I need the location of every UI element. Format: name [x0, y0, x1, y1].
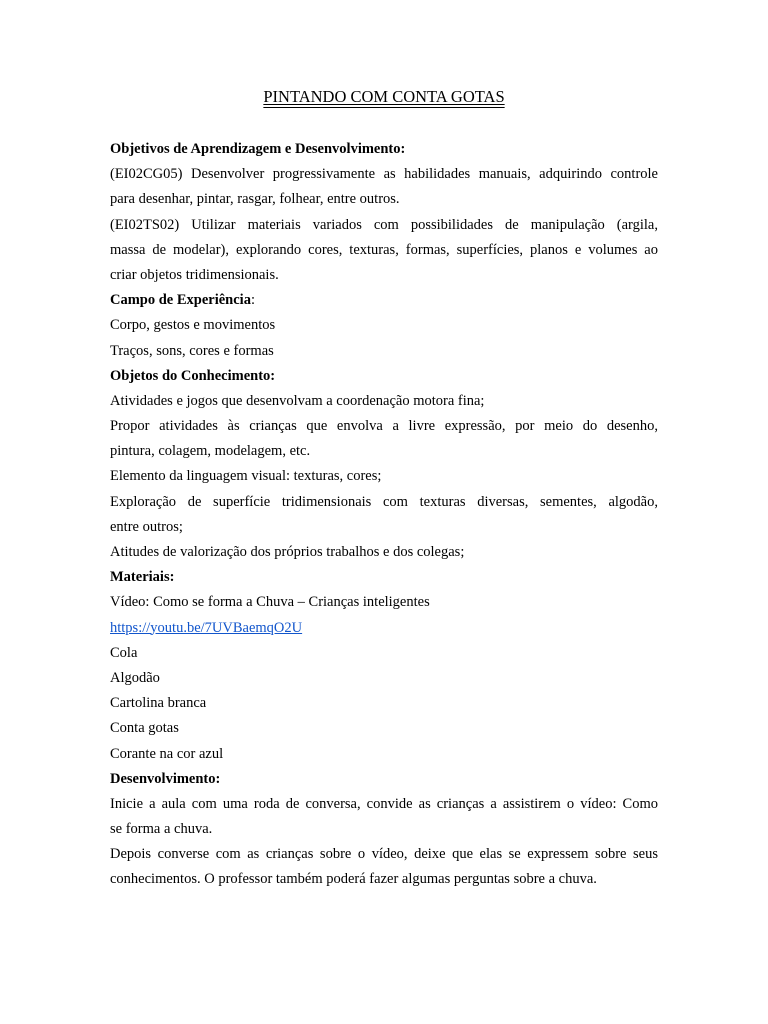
objetos-line: Propor atividades às crianças que envolva a livre expressão, por meio do desenho, — [110, 418, 658, 435]
objetivos-heading: Objetivos de Aprendizagem e Desenvolvimento: — [110, 141, 406, 157]
objetivos-line: criar objetos tridimensionais. — [110, 266, 279, 283]
objetivos-line: massa de modelar), explorando cores, texturas, formas, superfícies, planos e volumes ao — [110, 241, 658, 258]
material-item: Algodão — [110, 669, 160, 686]
desenvolvimento-line: conhecimentos. O professor também poderá fazer algumas perguntas sobre a chuva. — [110, 871, 597, 888]
desenvolvimento-line: se forma a chuva. — [110, 821, 213, 838]
material-item: Corante na cor azul — [110, 745, 224, 762]
objetos-line: Exploração de superfície tridimensionais com texturas diversas, sementes, algodão, — [110, 493, 658, 510]
materiais-video-line: Vídeo: Como se forma a Chuva – Crianças inteligentes — [110, 594, 430, 611]
document-title: PINTANDO COM CONTA GOTAS — [263, 87, 505, 106]
campo-item: Traços, sons, cores e formas — [110, 342, 274, 359]
objetos-line: entre outros; — [110, 518, 183, 535]
video-link[interactable]: https://youtu.be/7UVBaemqO2U — [110, 619, 303, 636]
campo-heading-row — [110, 288, 658, 313]
material-item: Conta gotas — [110, 720, 179, 737]
objetos-line: Elemento da linguagem visual: texturas, cores; — [110, 468, 382, 485]
desenvolvimento-line: Depois converse com as crianças sobre o vídeo, deixe que elas se expressem sobre seus — [110, 846, 658, 863]
objetos-line: Atitudes de valorização dos próprios trabalhos e dos colegas; — [110, 544, 465, 560]
campo-colon: : — [250, 292, 255, 309]
objetivos-line: para desenhar, pintar, rasgar, folhear, entre outros. — [110, 191, 400, 208]
desenvolvimento-line: Inicie a aula com uma roda de conversa, convide as crianças a assistirem o vídeo: Como — [110, 795, 658, 812]
objetos-line: Atividades e jogos que desenvolvam a coordenação motora fina; — [110, 392, 485, 409]
desenvolvimento-heading: Desenvolvimento: — [110, 770, 221, 787]
objetos-heading: Objetos do Conhecimento: — [110, 367, 276, 384]
objetivos-line: (EI02CG05) Desenvolver progressivamente as habilidades manuais, adquirindo controle — [110, 166, 658, 183]
campo-item: Corpo, gestos e movimentos — [110, 317, 276, 334]
campo-heading: Campo de Experiência — [110, 292, 251, 309]
material-item: Cartolina branca — [110, 695, 207, 712]
video-link-row — [110, 616, 658, 641]
material-item: Cola — [110, 644, 138, 661]
objetivos-line: (EI02TS02) Utilizar materiais variados com possibilidades de manipulação (argila, — [110, 216, 658, 233]
objetos-line: pintura, colagem, modelagem, etc. — [110, 443, 311, 460]
document-body — [110, 137, 658, 893]
materiais-heading: Materiais: — [110, 569, 175, 586]
